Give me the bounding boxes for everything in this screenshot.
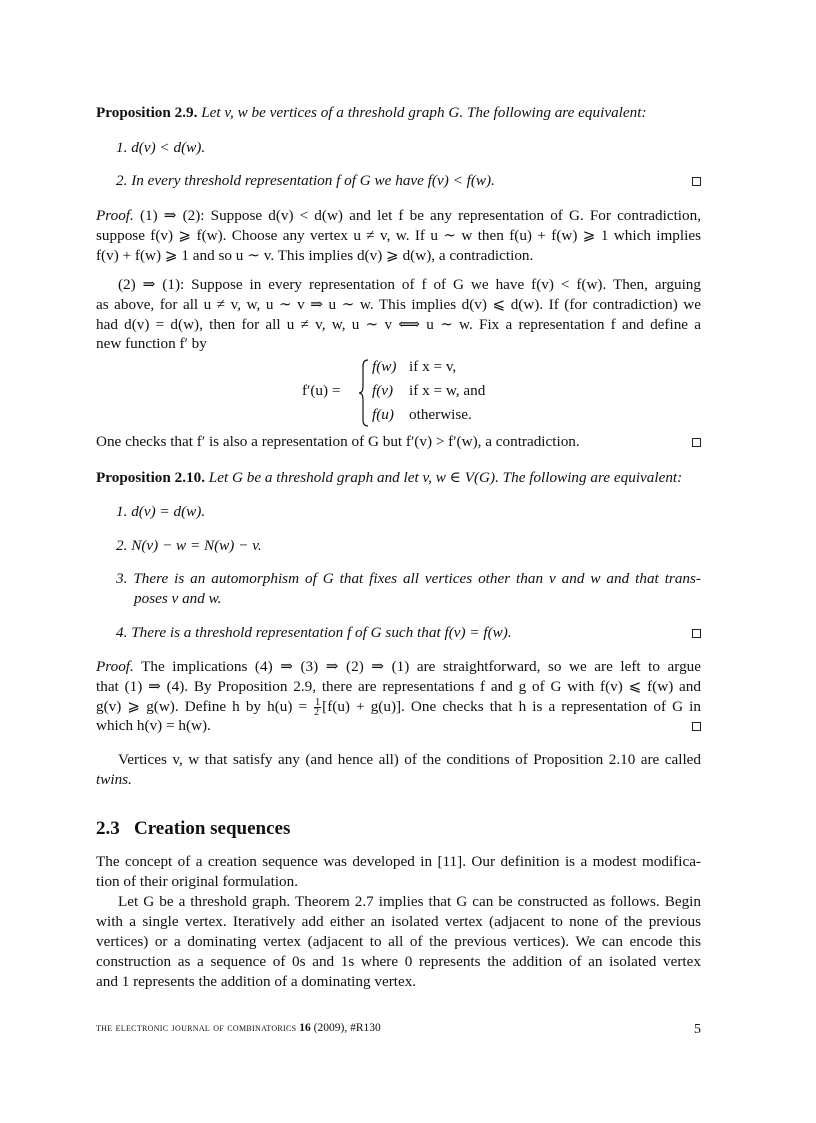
proposition-2-10 [96, 468, 682, 487]
proof-line: Proof. (1) ⇒ (2): Suppose d(v) < d(w) and let f be any representation of G. For contradiction, [96, 207, 701, 224]
proof-line: (2) ⇒ (1): Suppose in every representation of f of G we have f(v) < f(w). Then, arguing [118, 276, 701, 293]
proof-line: One checks that f′ is also a representation of G but f′(v) > f′(w), a contradiction. [96, 433, 580, 450]
journal-issue: (2009), #R130 [313, 1022, 381, 1034]
qed-symbol [692, 722, 701, 731]
list-item: 3. There is an automorphism of G that fixes all vertices other than v and w and that trans- [116, 570, 701, 587]
proof-line: Proof. The implications (4) ⇒ (3) ⇒ (2) ⇒ (1) are straightforward, so we are left to argue [96, 658, 701, 675]
qed-symbol [692, 438, 701, 447]
case-condition: otherwise. [409, 406, 472, 423]
piecewise-lhs: f′(u) = [302, 382, 341, 399]
list-item: 2. In every threshold representation f of G we have f(v) < f(w). [116, 172, 495, 189]
proof-line: g(v) ⩾ g(w). Define h by h(u) = $\frac{1}{2}$ [f(u) + g(u)]. One checks that h is a representation of G in [96, 697, 701, 719]
proof-line: as above, for all u ≠ v, w, u ∼ v ⇒ u ∼ w. This implies d(v) ⩽ d(w). If (for contradiction) we [96, 296, 701, 313]
proof-line: new function f′ by [96, 335, 207, 352]
proof-line: suppose f(v) ⩾ f(w). Choose any vertex u ≠ v, w. If u ∼ w then f(u) + f(w) ⩾ 1 which implies [96, 227, 701, 244]
case-condition: if x = w, and [409, 382, 486, 399]
section-heading [96, 818, 290, 840]
qed-symbol [692, 629, 701, 638]
paragraph-line: tion of their original formulation. [96, 873, 299, 890]
proposition-statement: Let v, w be vertices of a threshold graph G. The following are equivalent: [201, 104, 647, 121]
paragraph-line: Vertices v, w that satisfy any (and hence all) of the conditions of Proposition 2.10 are called [118, 751, 701, 768]
case-value: f(w) [372, 358, 397, 375]
paragraph-line: with a single vertex. Iteratively add either an isolated vertex (adjacent to none of the previous [96, 913, 701, 930]
paragraph-line: construction as a sequence of 0s and 1s where 0 represents the addition of an isolated vertex [96, 953, 701, 970]
left-brace [358, 358, 370, 428]
proof-label: Proof. [96, 207, 134, 224]
page-number: 5 [694, 1022, 701, 1037]
list-item: 1. d(v) = d(w). [116, 503, 206, 520]
proof-line: that (1) ⇒ (4). By Proposition 2.9, there are representations f and g of G with f(v) ⩽ f(w) and [96, 678, 701, 695]
paragraph-line: vertices) or a dominating vertex (adjacent to all of the previous vertices). We can encode this [96, 933, 701, 950]
list-item: 4. There is a threshold representation f of G such that f(v) = f(w). [116, 624, 512, 641]
section-title: Creation sequences [134, 818, 291, 839]
list-item: 2. N(v) − w = N(w) − v. [116, 537, 262, 554]
qed-symbol [692, 177, 701, 186]
section-number: 2.3 [96, 818, 120, 839]
paragraph-line: and 1 represents the addition of a dominating vertex. [96, 973, 417, 990]
proposition-statement: Let G be a threshold graph and let v, w ∈ V(G). The following are equivalent: [208, 469, 683, 486]
paragraph-line: Let G be a threshold graph. Theorem 2.7 implies that G can be constructed as follows. Begin [118, 893, 701, 910]
proposition-2-9 [96, 104, 647, 122]
case-value: f(v) [372, 382, 394, 399]
journal-name: the electronic journal of combinatorics [96, 1022, 297, 1034]
list-item: 1. d(v) < d(w). [116, 139, 206, 156]
page-footer [96, 1022, 701, 1037]
proposition-label: Proposition 2.10. [96, 469, 205, 486]
case-condition: if x = v, [409, 358, 457, 375]
proposition-label: Proposition 2.9. [96, 104, 198, 121]
proof-label: Proof. [96, 658, 134, 675]
list-item-continuation: poses v and w. [134, 590, 222, 607]
fraction-one-half: $\frac{1}{2}$ [314, 697, 321, 719]
case-value: f(u) [372, 406, 394, 423]
proof-line: which h(v) = h(w). [96, 717, 211, 734]
paragraph-line: The concept of a creation sequence was developed in [11]. Our definition is a modest modifica- [96, 853, 701, 870]
journal-volume: 16 [299, 1022, 311, 1034]
paragraph-line: twins. [96, 771, 132, 788]
proof-line: f(v) + f(w) ⩾ 1 and so u ∼ v. This implies d(v) ⩾ d(w), a contradiction. [96, 247, 534, 264]
proof-line: had d(v) = d(w), then for all u ≠ v, w, u ∼ v ⟺ u ∼ w. Fix a representation f and define a [96, 316, 701, 333]
